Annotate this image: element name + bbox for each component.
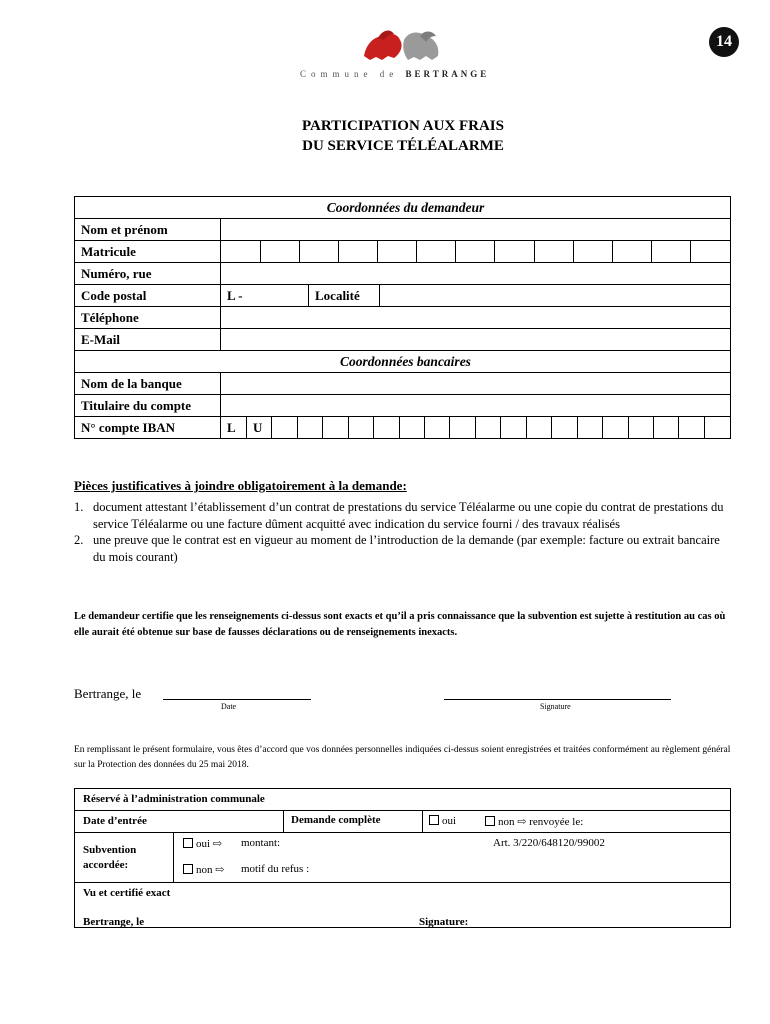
date-entry-label: Date d’entrée xyxy=(83,815,147,827)
checkbox-icon xyxy=(485,816,495,826)
admin-title-row xyxy=(75,789,730,811)
postal-code-label: Code postal xyxy=(75,285,221,307)
iban-box[interactable] xyxy=(399,417,424,438)
admin-place-label: Bertrange, le xyxy=(83,916,145,928)
matricule-box[interactable] xyxy=(260,241,299,262)
sent-back-label: renvoyée le: xyxy=(529,816,584,828)
matricule-box[interactable] xyxy=(573,241,612,262)
divider xyxy=(283,811,284,832)
name-field[interactable] xyxy=(221,219,731,241)
checkbox-icon xyxy=(183,864,193,874)
iban-box[interactable] xyxy=(323,417,348,438)
signature-line[interactable] xyxy=(444,699,671,700)
complete-label: Demande complète xyxy=(291,814,381,826)
iban-box[interactable] xyxy=(526,417,551,438)
subsidy-oui-option[interactable] xyxy=(183,837,222,850)
privacy-notice: En remplissant le présent formulaire, vous êtes d’accord que vos données personnelles indiquées ci-dessus soient enregistrées et traitées conformément au règlement général sur la Protection des données du 25 mai 2018. xyxy=(74,745,731,770)
iban-box[interactable] xyxy=(348,417,373,438)
iban-box[interactable] xyxy=(374,417,399,438)
locality-field[interactable] xyxy=(380,285,731,306)
matricule-boxes xyxy=(221,241,730,262)
arrow-right-icon: ⇨ xyxy=(215,864,225,876)
iban-box[interactable] xyxy=(297,417,322,438)
subsidy-label-line2: accordée: xyxy=(83,859,129,871)
iban-box[interactable] xyxy=(653,417,678,438)
matricule-box[interactable] xyxy=(378,241,417,262)
phone-field[interactable] xyxy=(221,307,731,329)
applicant-form-table xyxy=(74,196,731,439)
oui-label: oui xyxy=(196,838,211,850)
section-requester-heading: Coordonnées du demandeur xyxy=(75,197,731,219)
street-label: Numéro, rue xyxy=(75,263,221,285)
iban-box[interactable] xyxy=(628,417,653,438)
date-caption: Date xyxy=(221,702,237,711)
admin-date-row xyxy=(75,811,730,833)
document-title xyxy=(0,116,770,156)
iban-box[interactable] xyxy=(552,417,577,438)
phone-label: Téléphone xyxy=(75,307,221,329)
arrow-right-icon: ⇨ xyxy=(517,816,527,828)
subsidy-label xyxy=(83,843,136,873)
postal-locality-inner xyxy=(221,285,730,306)
matricule-box[interactable] xyxy=(534,241,573,262)
iban-country-l: L xyxy=(227,419,236,435)
matricule-box[interactable] xyxy=(691,241,730,262)
divider xyxy=(173,833,174,882)
place-label: Bertrange, le xyxy=(74,686,142,701)
account-holder-label: Titulaire du compte xyxy=(75,395,221,417)
matricule-box[interactable] xyxy=(221,241,260,262)
locality-label: Localité xyxy=(309,285,380,306)
postal-code-field[interactable] xyxy=(221,285,309,306)
iban-box[interactable] xyxy=(450,417,475,438)
certified-label: Vu et certifié exact xyxy=(83,887,171,899)
iban-box[interactable] xyxy=(425,417,450,438)
budget-reference: Art. 3/220/648120/99002 xyxy=(493,837,605,849)
admin-title: Réservé à l’administration communale xyxy=(83,793,265,805)
postal-locality-row xyxy=(221,285,731,307)
email-label: E-Mail xyxy=(75,329,221,351)
commune-prefix: Commune de xyxy=(300,69,399,79)
list-item xyxy=(74,532,734,565)
iban-box[interactable] xyxy=(272,417,297,438)
iban-box[interactable] xyxy=(577,417,602,438)
matricule-box[interactable] xyxy=(495,241,534,262)
section-bank-heading: Coordonnées bancaires xyxy=(75,351,731,373)
signature-caption: Signature xyxy=(540,702,571,711)
email-field[interactable] xyxy=(221,329,731,351)
divider xyxy=(422,811,423,832)
title-line-2: DU SERVICE TÉLÉALARME xyxy=(302,138,504,154)
title-line-1: PARTICIPATION AUX FRAIS xyxy=(302,118,504,134)
matricule-box[interactable] xyxy=(338,241,377,262)
postal-prefix: L - xyxy=(227,287,243,303)
iban-label: N° compte IBAN xyxy=(75,417,221,439)
matricule-box[interactable] xyxy=(299,241,338,262)
iban-box[interactable] xyxy=(475,417,500,438)
amount-label: montant: xyxy=(241,837,281,849)
account-holder-field[interactable] xyxy=(221,395,731,417)
iban-box[interactable] xyxy=(704,417,730,438)
subsidy-non-option[interactable] xyxy=(183,863,224,876)
iban-box[interactable] xyxy=(501,417,526,438)
matricule-box[interactable] xyxy=(612,241,651,262)
list-item xyxy=(74,499,734,532)
admin-signature-label: Signature: xyxy=(419,916,469,928)
iban-box[interactable] xyxy=(603,417,628,438)
non-label: non xyxy=(196,864,213,876)
admin-subsidy-row xyxy=(75,833,730,883)
date-line[interactable] xyxy=(163,699,311,700)
supporting-documents-list xyxy=(74,499,734,565)
name-label: Nom et prénom xyxy=(75,219,221,241)
item-text: document attestant l’établissement d’un contrat de prestations du service Téléalarme ou une copie du contrat de prestations du service Téléalarme ou une facture dûment acquitté avec indication du service fourni / des travaux réalisés xyxy=(93,500,724,531)
admin-section xyxy=(74,788,731,928)
item-number: 1. xyxy=(74,500,84,514)
iban-boxes xyxy=(221,417,730,438)
non-label: non xyxy=(498,816,515,828)
supporting-documents-title: Pièces justificatives à joindre obligatoirement à la demande: xyxy=(74,478,407,493)
commune-title: BERTRANGE xyxy=(405,69,490,79)
bank-name-field[interactable] xyxy=(221,373,731,395)
lion-logo xyxy=(360,26,446,66)
item-text: une preuve que le contrat est en vigueur au moment de l’introduction de la demande (par exemple: facture ou extrait bancaire du mois courant) xyxy=(93,533,720,564)
matricule-label: Matricule xyxy=(75,241,221,263)
arrow-right-icon: ⇨ xyxy=(212,838,223,850)
complete-non-option[interactable] xyxy=(485,815,583,828)
bank-name-label: Nom de la banque xyxy=(75,373,221,395)
matricule-box[interactable] xyxy=(652,241,691,262)
matricule-field[interactable] xyxy=(221,241,731,263)
commune-name xyxy=(300,69,489,79)
matricule-box[interactable] xyxy=(456,241,495,262)
iban-country-u: U xyxy=(246,417,271,438)
subsidy-label-line1: Subvention xyxy=(83,844,137,856)
certification-statement: Le demandeur certifie que les renseignements ci-dessus sont exacts et qu’il a pris connaissance que la subvention est sujette à restitution au cas où elle aurait été obtenue sur base de fausses déclarations ou de renseignements inexacts. xyxy=(74,611,726,638)
checkbox-icon xyxy=(429,815,439,825)
oui-label: oui xyxy=(442,815,457,827)
matricule-box[interactable] xyxy=(417,241,456,262)
street-field[interactable] xyxy=(221,263,731,285)
item-number: 2. xyxy=(74,533,84,547)
iban-field[interactable] xyxy=(221,417,731,439)
checkbox-icon xyxy=(183,838,193,848)
complete-oui-option[interactable] xyxy=(429,815,456,827)
refusal-reason-label: motif du refus : xyxy=(241,863,310,875)
iban-box[interactable] xyxy=(679,417,704,438)
page-number-badge: 14 xyxy=(709,27,739,57)
